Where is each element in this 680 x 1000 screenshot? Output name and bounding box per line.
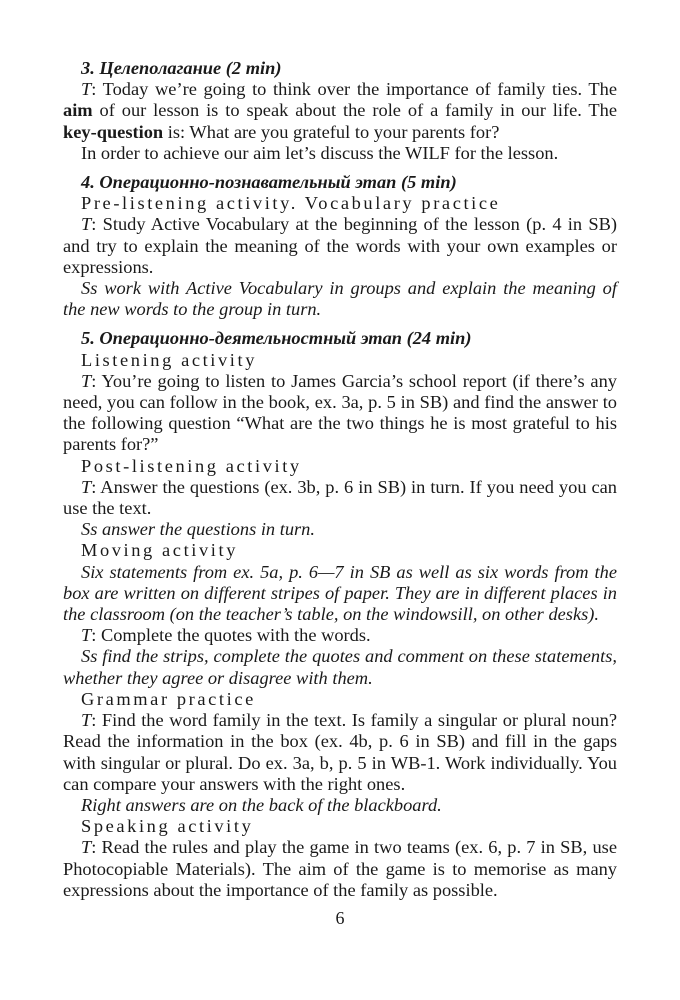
text-run: Ss find the strips, complete the quotes and comment on these statements, whether they agree or disagree with them. [63,646,617,688]
text-run: 4. Операционно-познавательный этап (5 min) [81,172,457,193]
page-number: 6 [335,908,345,928]
speaker-label: T [81,370,92,391]
paragraph [63,477,617,519]
bold-term: key-question [63,121,164,142]
activity-label [63,350,617,371]
activity-label [63,456,617,477]
paragraph [63,625,617,646]
page-body [63,58,617,901]
text-run: Ss answer the questions in turn. [81,519,315,540]
text-run: 5. Операционно-деятельностный этап (24 min) [81,328,472,349]
paragraph [63,371,617,456]
speaker-label: T [81,214,92,235]
text-run: is: What are you grateful to your parents for? [163,121,500,142]
text-run: : You’re going to listen to James Garcia’s school report (if there’s any need, you can follow in the book, ex. 3a, p. 5 in SB) and find the answer to the following question “What are the two things he is most grateful to his parents for?” [63,370,617,455]
section-heading [63,172,617,193]
activity-label [63,193,617,214]
activity-label [63,540,617,561]
speaker-label: T [81,837,92,858]
paragraph [63,837,617,901]
stage-direction [63,795,617,816]
text-run: 3. Целеполагание (2 min) [81,58,282,78]
activity-label [63,689,617,710]
text-run: : Answer the questions (ex. 3b, p. 6 in SB) in turn. If you need you can use the text. [63,476,617,519]
stage-direction [63,519,617,540]
speaker-label: T [81,79,92,100]
stage-direction [63,562,617,626]
stage-direction [63,278,617,320]
text-run: Right answers are on the back of the blackboard. [81,794,442,815]
text-run: of our lesson is to speak about the role of a family in our life. The [92,100,617,121]
activity-label [63,816,617,837]
speaker-label: T [81,476,92,497]
text-run: Moving activity [81,540,238,561]
paragraph [63,79,617,143]
text-run: Pre-listening activity. Vocabulary practice [81,193,501,214]
paragraph [63,214,617,278]
text-run: : Study Active Vocabulary at the beginning of the lesson (p. 4 in SB) and try to explain the meaning of the words with your own examples or expressions. [63,214,617,277]
section-heading [63,58,617,79]
text-run: : Complete the quotes with the words. [91,625,371,646]
speaker-label: T [81,710,92,731]
speaker-label: T [81,625,92,646]
text-run: Ss work with Active Vocabulary in groups and explain the meaning of the new words to the group in turn. [63,278,617,320]
paragraph [63,143,617,164]
text-run: : Read the rules and play the game in two teams (ex. 6, p. 7 in SB, use Photocopiable Materials). The aim of the game is to memorise as many expressions about the importance of the family as possible. [63,837,617,900]
bold-term: aim [63,100,93,121]
text-run: In order to achieve our aim let’s discuss the WILF for the lesson. [81,142,559,163]
text-run: Listening activity [81,349,258,370]
text-run: Post-listening activity [81,455,302,476]
text-run: Six statements from ex. 5a, p. 6—7 in SB as well as six words from the box are written on different stripes of paper. They are in different places in the classroom (on the teacher’s table, on the windowsill, on other desks). [63,561,617,625]
paragraph [63,710,617,795]
text-run: : Today we’re going to think over the importance of family ties. The [91,79,617,100]
section-heading [63,328,617,349]
text-run: : Find the word family in the text. Is family a singular or plural noun? Read the information in the box (ex. 4b, p. 6 in SB) and fill in the gaps with singular or plural. Do ex. 3a, b, p. 5 in WB-1. Work individually. You can compare your answers with the right ones. [63,710,617,794]
stage-direction [63,646,617,688]
text-run: Speaking activity [81,816,254,837]
text-run: Grammar practice [81,688,256,709]
